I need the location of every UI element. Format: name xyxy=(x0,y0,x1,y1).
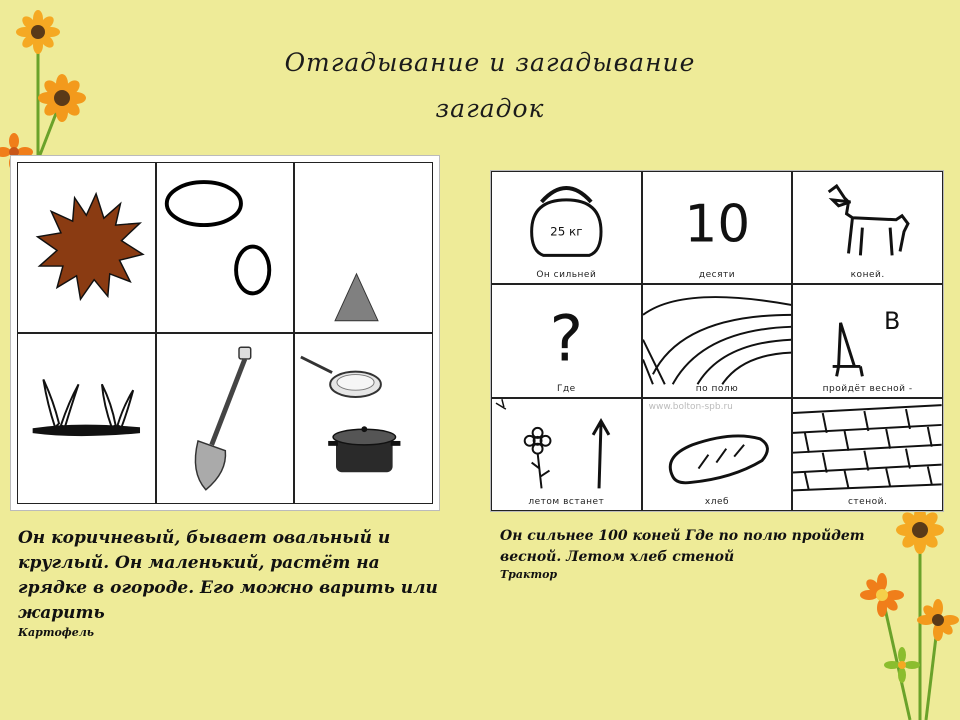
tractor-riddle-text: Он сильнее 100 коней Где по полю пройдет весной. Летом хлеб стеной xyxy=(500,528,865,565)
brown-blot-icon xyxy=(18,163,155,332)
caption-9: стеной. xyxy=(847,497,888,507)
brick-wall-icon xyxy=(793,399,942,510)
flower-arrow-icon xyxy=(492,399,641,510)
cell-letter xyxy=(792,284,943,397)
letter-b-label: В xyxy=(884,307,901,336)
sprouts-icon xyxy=(18,334,155,503)
tractor-riddle xyxy=(500,526,900,582)
horse-icon xyxy=(793,172,942,283)
cell-cookware xyxy=(294,333,433,504)
cell-shovel xyxy=(156,333,295,504)
potato-riddle xyxy=(18,526,448,640)
title-line-1: Отгадывание и загадывание xyxy=(284,48,696,77)
number-ten-icon xyxy=(643,172,792,283)
letter-d-icon xyxy=(793,285,942,396)
bread-loaf-icon xyxy=(643,399,792,510)
caption-4: Где xyxy=(556,383,576,394)
cell-triangle xyxy=(294,162,433,333)
cell-ten xyxy=(642,171,793,284)
cell-horse xyxy=(792,171,943,284)
field-rows-icon xyxy=(643,285,792,396)
slide-title xyxy=(200,40,780,132)
kettlebell-icon xyxy=(492,172,641,283)
triangle-icon xyxy=(295,163,432,332)
caption-7: летом встанет xyxy=(528,497,605,507)
number-ten-label: 10 xyxy=(684,194,750,255)
cell-field xyxy=(642,284,793,397)
cell-sprouts xyxy=(17,333,156,504)
watermark-url: www.bolton-spb.ru xyxy=(648,401,733,412)
potato-picture-grid xyxy=(10,155,440,511)
cell-flower xyxy=(491,398,642,511)
caption-3: коней. xyxy=(850,270,885,281)
potato-riddle-answer: Картофель xyxy=(18,626,95,639)
question-label: ? xyxy=(549,301,584,376)
cell-ovals xyxy=(156,162,295,333)
caption-2: десяти xyxy=(698,270,736,281)
cell-wall xyxy=(792,398,943,511)
potato-riddle-text: Он коричневый, бывает овальный и круглый. Он маленький, растёт на грядке в огороде. Его можно варить или жарить xyxy=(18,528,438,623)
shovel-icon xyxy=(157,334,294,503)
caption-5: по полю xyxy=(695,383,739,394)
cell-bread xyxy=(642,398,793,511)
tractor-picture-grid xyxy=(490,170,944,512)
cell-question xyxy=(491,284,642,397)
cell-brown-blot xyxy=(17,162,156,333)
caption-8: хлеб xyxy=(704,497,730,507)
question-mark-icon xyxy=(492,285,641,396)
caption-1: Он сильней xyxy=(536,270,597,281)
cell-weight xyxy=(491,171,642,284)
caption-6: пройдёт весной - xyxy=(822,383,913,394)
weight-label: 25 кг xyxy=(550,224,583,239)
tractor-riddle-answer: Трактор xyxy=(500,568,558,581)
frying-pan-and-pot-icon xyxy=(295,334,432,503)
title-line-2: загадок xyxy=(435,94,545,123)
ovals-icon xyxy=(157,163,294,332)
